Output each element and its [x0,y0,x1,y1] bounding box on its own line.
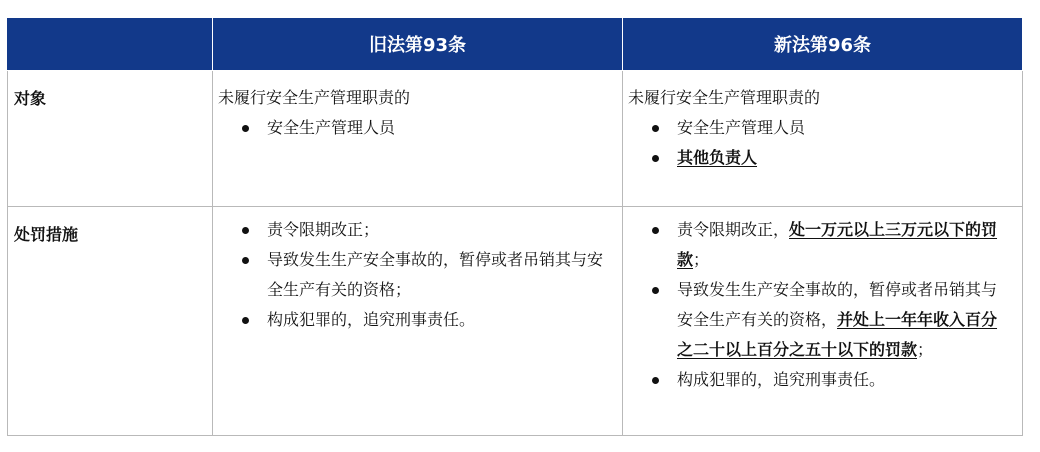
plain-text: ； [693,250,710,269]
new-target-intro: 未履行安全生产管理职责的 [628,88,821,107]
plain-text: 导致发生生产安全事故的，暂停或者吊销其与安全生产有关的资格， [677,280,998,329]
list-item-new-addition [628,143,1004,173]
table-header-row [8,18,1023,71]
list-item: 责令限期改正； [218,215,604,245]
header-new-law: 新法第96条 [623,18,1023,71]
emphasized-text: 处一万元以上三万元以下的罚款 [677,220,998,269]
old-law-target-cell [213,71,623,207]
old-penalty-list [218,215,604,335]
new-law-target-cell [623,71,1023,207]
law-comparison-table [7,17,1023,436]
new-law-penalty-cell [623,207,1023,436]
new-penalty-list [628,215,1004,395]
old-target-list [218,113,604,143]
list-item: 安全生产管理人员 [218,113,604,143]
old-law-penalty-cell [213,207,623,436]
row-label-target: 对象 [14,89,47,108]
list-item: 导致发生生产安全事故的，暂停或者吊销其与安全生产有关的资格； [218,245,604,305]
header-old-law: 旧法第93条 [213,18,623,71]
list-item: 构成犯罪的，追究刑事责任。 [628,365,1004,395]
row-label-cell [8,207,213,436]
plain-text: 责令限期改正， [677,220,790,239]
plain-text: ； [917,340,934,359]
emphasized-text: 其他负责人 [677,148,758,167]
list-item: 安全生产管理人员 [628,113,1004,143]
table-row-penalty [8,207,1023,436]
list-item [628,215,1004,275]
old-target-intro: 未履行安全生产管理职责的 [218,88,411,107]
row-label-penalty: 处罚措施 [14,225,79,244]
table-row-target [8,71,1023,207]
list-item [628,275,1004,365]
emphasized-text: 并处上一年年收入百分之二十以上百分之五十以下的罚款 [677,310,998,359]
new-target-list [628,113,1004,173]
list-item: 构成犯罪的，追究刑事责任。 [218,305,604,335]
header-blank-cell [8,18,213,71]
row-label-cell [8,71,213,207]
